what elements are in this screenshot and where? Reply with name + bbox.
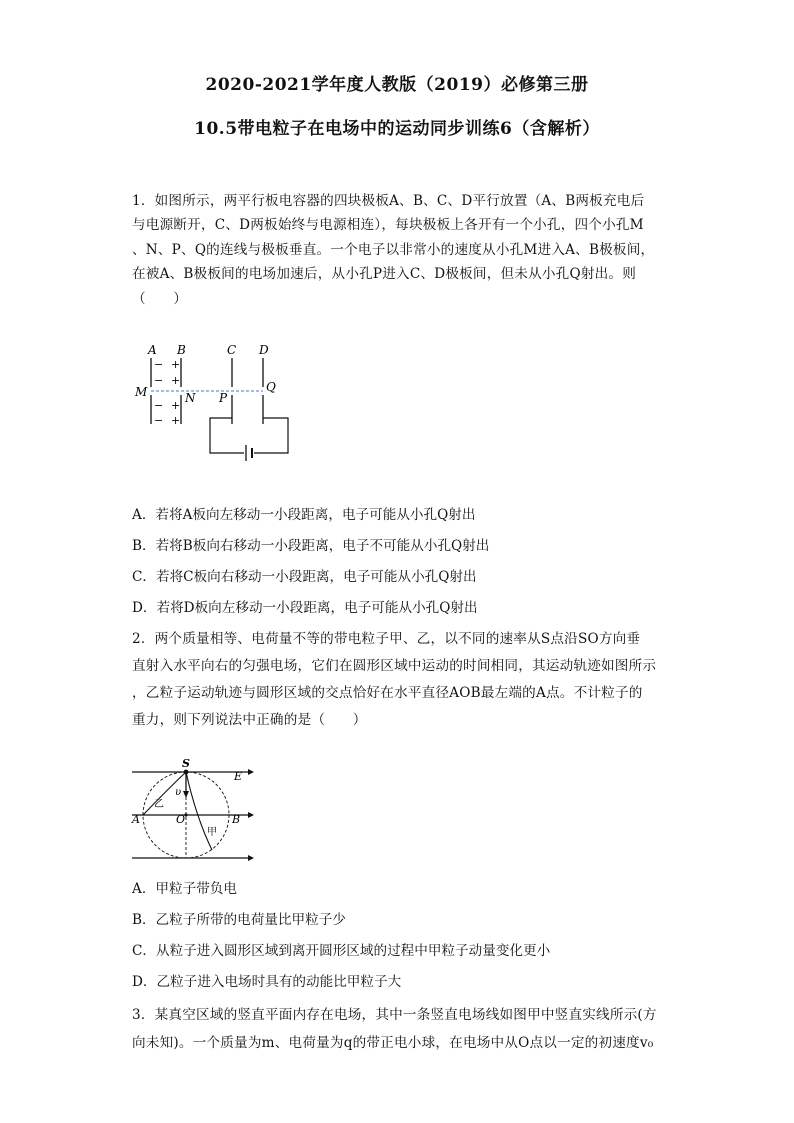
question-1-option-d: D．若将D板向左移动一小段距离，电子可能从小孔Q射出 — [132, 600, 478, 616]
question-2-line: 重力，则下列说法中正确的是（ ） — [132, 712, 367, 728]
question-1-line: （ ） — [132, 290, 188, 307]
question-1-line: 1．如图所示，两平行板电容器的四块极板A、B、C、D平行放置（A、B两板充电后 — [132, 193, 645, 209]
label-e: E — [234, 770, 243, 783]
arrow-icon — [248, 769, 254, 775]
charge-plus: + — [171, 358, 181, 371]
plate-label-a: A — [148, 343, 157, 357]
label-velocity: υ — [175, 787, 182, 798]
plate-label-b: B — [177, 343, 186, 357]
capacitor-plates-figure — [130, 338, 300, 468]
question-1-line: 在被A、B极板间的电场加速后，从小孔P进入C、D极板间，但未从小孔Q射出。则 — [132, 266, 636, 283]
label-particle-jia: 甲 — [207, 827, 217, 838]
question-1-option-a: A．若将A板向左移动一小段距离，电子可能从小孔Q射出 — [132, 507, 476, 523]
charge-plus: + — [171, 399, 181, 412]
charge-plus: + — [171, 414, 181, 427]
hole-label-n: N — [185, 391, 196, 405]
question-3-line: 向未知)。一个质量为m、电荷量为q的带正电小球，在电场中从O点以一定的初速度v₀ — [132, 1035, 654, 1051]
hole-label-p: P — [219, 391, 228, 405]
arrow-icon — [248, 855, 254, 861]
question-1-line: 与电源断开，C、D两板始终与电源相连），每块极板上各开有一个小孔，四个小孔M — [132, 217, 644, 234]
question-2-stem — [132, 626, 662, 734]
label-o: O — [176, 813, 186, 826]
circuit-wire-left — [210, 418, 244, 453]
arrow-icon — [183, 791, 189, 798]
trajectory-jia — [186, 772, 212, 850]
charge-plus: + — [171, 374, 181, 387]
hole-label-q: Q — [266, 380, 276, 394]
question-3-stem — [132, 1001, 662, 1057]
plate-label-c: C — [227, 343, 237, 357]
question-2-option-b: B．乙粒子所带的电荷量比甲粒子少 — [132, 912, 346, 928]
charge-minus: − — [154, 374, 164, 387]
question-2-option-a: A．甲粒子带负电 — [132, 881, 237, 897]
circular-field-figure — [130, 757, 260, 865]
label-s: S — [182, 757, 190, 770]
question-2-line: ，乙粒子运动轨迹与圆形区域的交点恰好在水平直径AOB最左端的A点。不计粒子的 — [132, 685, 643, 701]
plate-label-d: D — [259, 343, 269, 357]
label-particle-yi: 乙 — [154, 799, 164, 810]
question-1-line: 、N、P、Q的连线与极板垂直。一个电子以非常小的速度从小孔M进入A、B极板间， — [132, 241, 655, 258]
question-1-option-c: C．若将C板向右移动一小段距离，电子可能从小孔Q射出 — [132, 569, 477, 585]
document-title-line1: 2020-2021学年度人教版（2019）必修第三册 — [205, 75, 589, 95]
label-b: B — [232, 813, 241, 826]
question-1-stem — [132, 189, 662, 311]
label-a: A — [132, 813, 140, 826]
question-3-line: 3．某真空区域的竖直平面内存在电场，其中一条竖直电场线如图甲中竖直实线所示(方 — [132, 1007, 657, 1023]
question-2-option-c: C．从粒子进入圆形区域到离开圆形区域的过程中甲粒子动量变化更小 — [132, 943, 551, 959]
question-2-option-d: D．乙粒子进入电场时具有的动能比甲粒子大 — [132, 974, 402, 990]
hole-label-m: M — [135, 385, 148, 399]
arrow-icon — [248, 812, 254, 818]
charge-minus: − — [154, 414, 164, 427]
question-1-option-b: B．若将B板向右移动一小段距离，电子不可能从小孔Q射出 — [132, 538, 490, 554]
charge-minus: − — [154, 399, 164, 412]
question-2-line: 直射入水平向右的匀强电场，它们在圆形区域中运动的时间相同，其运动轨迹如图所示 — [132, 658, 657, 674]
charge-minus: − — [154, 358, 164, 371]
circuit-wire-right — [254, 418, 288, 453]
point-s — [184, 770, 189, 775]
document-title-line2: 10.5带电粒子在电场中的运动同步训练6（含解析） — [194, 119, 600, 139]
question-2-line: 2．两个质量相等、电荷量不等的带电粒子甲、乙，以不同的速率从S点沿SO方向垂 — [132, 631, 641, 647]
